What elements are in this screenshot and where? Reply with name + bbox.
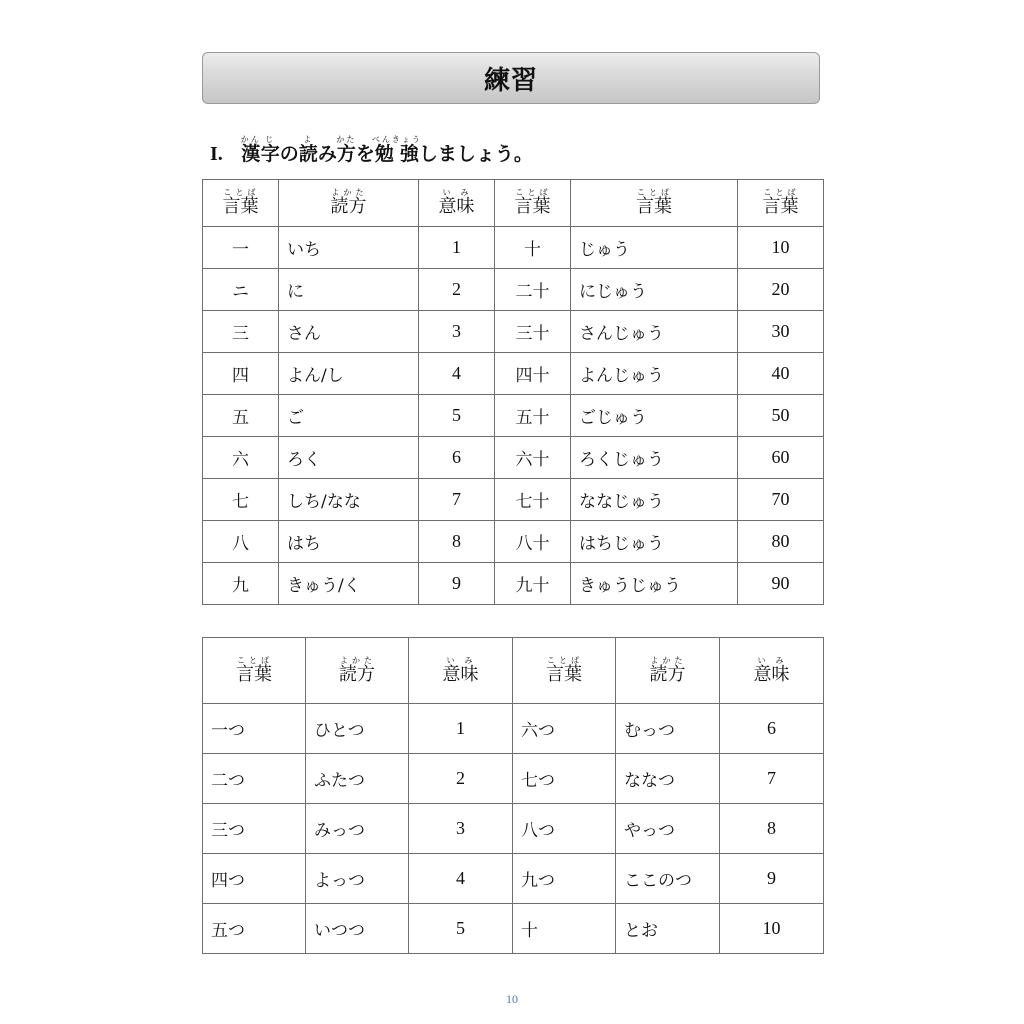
reading-cell: さん bbox=[279, 311, 419, 353]
reading-cell: に bbox=[279, 269, 419, 311]
reading-cell: とお bbox=[616, 904, 720, 954]
column-header-label: 言葉ことば bbox=[546, 655, 582, 685]
reading-cell: きゅう/く bbox=[279, 563, 419, 605]
word-cell: 六 bbox=[203, 437, 279, 479]
reading-cell: みっつ bbox=[306, 804, 409, 854]
instruction-segment: 読よ bbox=[298, 135, 318, 165]
word-cell: 七 bbox=[203, 479, 279, 521]
word-cell: 十 bbox=[513, 904, 616, 954]
instruction-segment: 漢かん bbox=[240, 135, 261, 165]
instruction-segment: 勉強べんきょう bbox=[371, 135, 422, 165]
column-header bbox=[203, 638, 306, 704]
instruction-segment: を bbox=[355, 143, 375, 165]
counters-table bbox=[202, 637, 824, 954]
column-header bbox=[306, 638, 409, 704]
reading-cell: ななつ bbox=[616, 754, 720, 804]
table-row bbox=[203, 904, 824, 954]
meaning-cell: 9 bbox=[720, 854, 824, 904]
table-row bbox=[203, 479, 824, 521]
word-cell: 八十 bbox=[495, 521, 571, 563]
meaning-cell: 6 bbox=[720, 704, 824, 754]
reading-cell: いつつ bbox=[306, 904, 409, 954]
table-row bbox=[203, 521, 824, 563]
meaning-cell: 2 bbox=[409, 754, 513, 804]
meaning-cell: 1 bbox=[419, 227, 495, 269]
table-header-row bbox=[203, 180, 824, 227]
column-header-label: 意味いみ bbox=[753, 655, 790, 685]
word-cell: 三つ bbox=[203, 804, 306, 854]
meaning-cell: 7 bbox=[720, 754, 824, 804]
table-row bbox=[203, 227, 824, 269]
word-cell: 十 bbox=[495, 227, 571, 269]
meaning-cell: 20 bbox=[738, 269, 824, 311]
reading-cell: ひとつ bbox=[306, 704, 409, 754]
meaning-cell: 30 bbox=[738, 311, 824, 353]
table-row bbox=[203, 563, 824, 605]
reading-cell: むっつ bbox=[616, 704, 720, 754]
instruction-segment: しましょう。 bbox=[418, 143, 533, 165]
word-cell: 一つ bbox=[203, 704, 306, 754]
column-header-label: 意味いみ bbox=[442, 655, 479, 685]
reading-cell: にじゅう bbox=[571, 269, 738, 311]
meaning-cell: 8 bbox=[720, 804, 824, 854]
meaning-cell: 3 bbox=[409, 804, 513, 854]
page-title: 練習 bbox=[483, 65, 538, 96]
meaning-cell: 6 bbox=[419, 437, 495, 479]
word-cell: 六十 bbox=[495, 437, 571, 479]
exercise-number: I. bbox=[210, 143, 223, 165]
column-header-label: 言葉ことば bbox=[514, 188, 551, 217]
title-banner bbox=[202, 52, 820, 104]
table-row bbox=[203, 854, 824, 904]
column-header-label: 読方よかた bbox=[330, 188, 367, 217]
meaning-cell: 80 bbox=[738, 521, 824, 563]
reading-cell: ろく bbox=[279, 437, 419, 479]
instruction-text bbox=[241, 135, 533, 166]
column-header bbox=[571, 180, 738, 227]
reading-cell: ろくじゅう bbox=[571, 437, 738, 479]
meaning-cell: 10 bbox=[738, 227, 824, 269]
meaning-cell: 70 bbox=[738, 479, 824, 521]
column-header-label: 意味いみ bbox=[438, 188, 475, 217]
word-cell: 四 bbox=[203, 353, 279, 395]
column-header-label: 読方よかた bbox=[339, 655, 375, 685]
column-header-label: 言葉ことば bbox=[236, 655, 272, 685]
meaning-cell: 7 bbox=[419, 479, 495, 521]
reading-cell: じゅう bbox=[571, 227, 738, 269]
instruction-segment: の bbox=[279, 143, 299, 165]
meaning-cell: 3 bbox=[419, 311, 495, 353]
word-cell: 九つ bbox=[513, 854, 616, 904]
table-row bbox=[203, 704, 824, 754]
meaning-cell: 5 bbox=[419, 395, 495, 437]
column-header bbox=[738, 180, 824, 227]
table-row bbox=[203, 437, 824, 479]
meaning-cell: 4 bbox=[419, 353, 495, 395]
word-cell: 八つ bbox=[513, 804, 616, 854]
column-header-label: 言葉ことば bbox=[222, 188, 259, 217]
instruction-segment: 方かた bbox=[336, 135, 357, 165]
column-header bbox=[203, 180, 279, 227]
word-cell: 一 bbox=[203, 227, 279, 269]
reading-cell: さんじゅう bbox=[571, 311, 738, 353]
column-header bbox=[419, 180, 495, 227]
word-cell: 八 bbox=[203, 521, 279, 563]
column-header-label: 言葉ことば bbox=[762, 188, 799, 217]
instruction-segment: 字じ bbox=[260, 135, 280, 165]
numbers-table bbox=[202, 179, 824, 605]
word-cell: 九十 bbox=[495, 563, 571, 605]
reading-cell: ここのつ bbox=[616, 854, 720, 904]
column-header-label: 読方よかた bbox=[649, 655, 686, 685]
reading-cell: きゅうじゅう bbox=[571, 563, 738, 605]
meaning-cell: 50 bbox=[738, 395, 824, 437]
word-cell: 三十 bbox=[495, 311, 571, 353]
column-header bbox=[495, 180, 571, 227]
table-row bbox=[203, 269, 824, 311]
table-row bbox=[203, 395, 824, 437]
column-header-label: 言葉ことば bbox=[636, 188, 672, 217]
table-row bbox=[203, 804, 824, 854]
reading-cell: ごじゅう bbox=[571, 395, 738, 437]
reading-cell: しち/なな bbox=[279, 479, 419, 521]
word-cell: 四つ bbox=[203, 854, 306, 904]
page-number: 10 bbox=[506, 992, 518, 1006]
word-cell: 五十 bbox=[495, 395, 571, 437]
meaning-cell: 5 bbox=[409, 904, 513, 954]
column-header bbox=[513, 638, 616, 704]
table-header-row bbox=[203, 638, 824, 704]
word-cell: 三 bbox=[203, 311, 279, 353]
meaning-cell: 9 bbox=[419, 563, 495, 605]
reading-cell: はちじゅう bbox=[571, 521, 738, 563]
instruction-segment: み bbox=[317, 143, 337, 165]
word-cell: 六つ bbox=[513, 704, 616, 754]
meaning-cell: 40 bbox=[738, 353, 824, 395]
meaning-cell: 4 bbox=[409, 854, 513, 904]
meaning-cell: 8 bbox=[419, 521, 495, 563]
meaning-cell: 2 bbox=[419, 269, 495, 311]
reading-cell: ふたつ bbox=[306, 754, 409, 804]
word-cell: 七十 bbox=[495, 479, 571, 521]
reading-cell: よん/し bbox=[279, 353, 419, 395]
column-header bbox=[616, 638, 720, 704]
column-header bbox=[720, 638, 824, 704]
reading-cell: よんじゅう bbox=[571, 353, 738, 395]
word-cell: ニ bbox=[203, 269, 279, 311]
reading-cell: やっつ bbox=[616, 804, 720, 854]
instruction-line bbox=[210, 130, 533, 166]
meaning-cell: 60 bbox=[738, 437, 824, 479]
word-cell: 二十 bbox=[495, 269, 571, 311]
meaning-cell: 90 bbox=[738, 563, 824, 605]
meaning-cell: 1 bbox=[409, 704, 513, 754]
column-header bbox=[279, 180, 419, 227]
reading-cell: ご bbox=[279, 395, 419, 437]
word-cell: 五つ bbox=[203, 904, 306, 954]
word-cell: 二つ bbox=[203, 754, 306, 804]
table-row bbox=[203, 311, 824, 353]
reading-cell: よっつ bbox=[306, 854, 409, 904]
word-cell: 九 bbox=[203, 563, 279, 605]
table-row bbox=[203, 353, 824, 395]
word-cell: 四十 bbox=[495, 353, 571, 395]
reading-cell: はち bbox=[279, 521, 419, 563]
meaning-cell: 10 bbox=[720, 904, 824, 954]
word-cell: 七つ bbox=[513, 754, 616, 804]
reading-cell: ななじゅう bbox=[571, 479, 738, 521]
column-header bbox=[409, 638, 513, 704]
table-row bbox=[203, 754, 824, 804]
word-cell: 五 bbox=[203, 395, 279, 437]
reading-cell: いち bbox=[279, 227, 419, 269]
